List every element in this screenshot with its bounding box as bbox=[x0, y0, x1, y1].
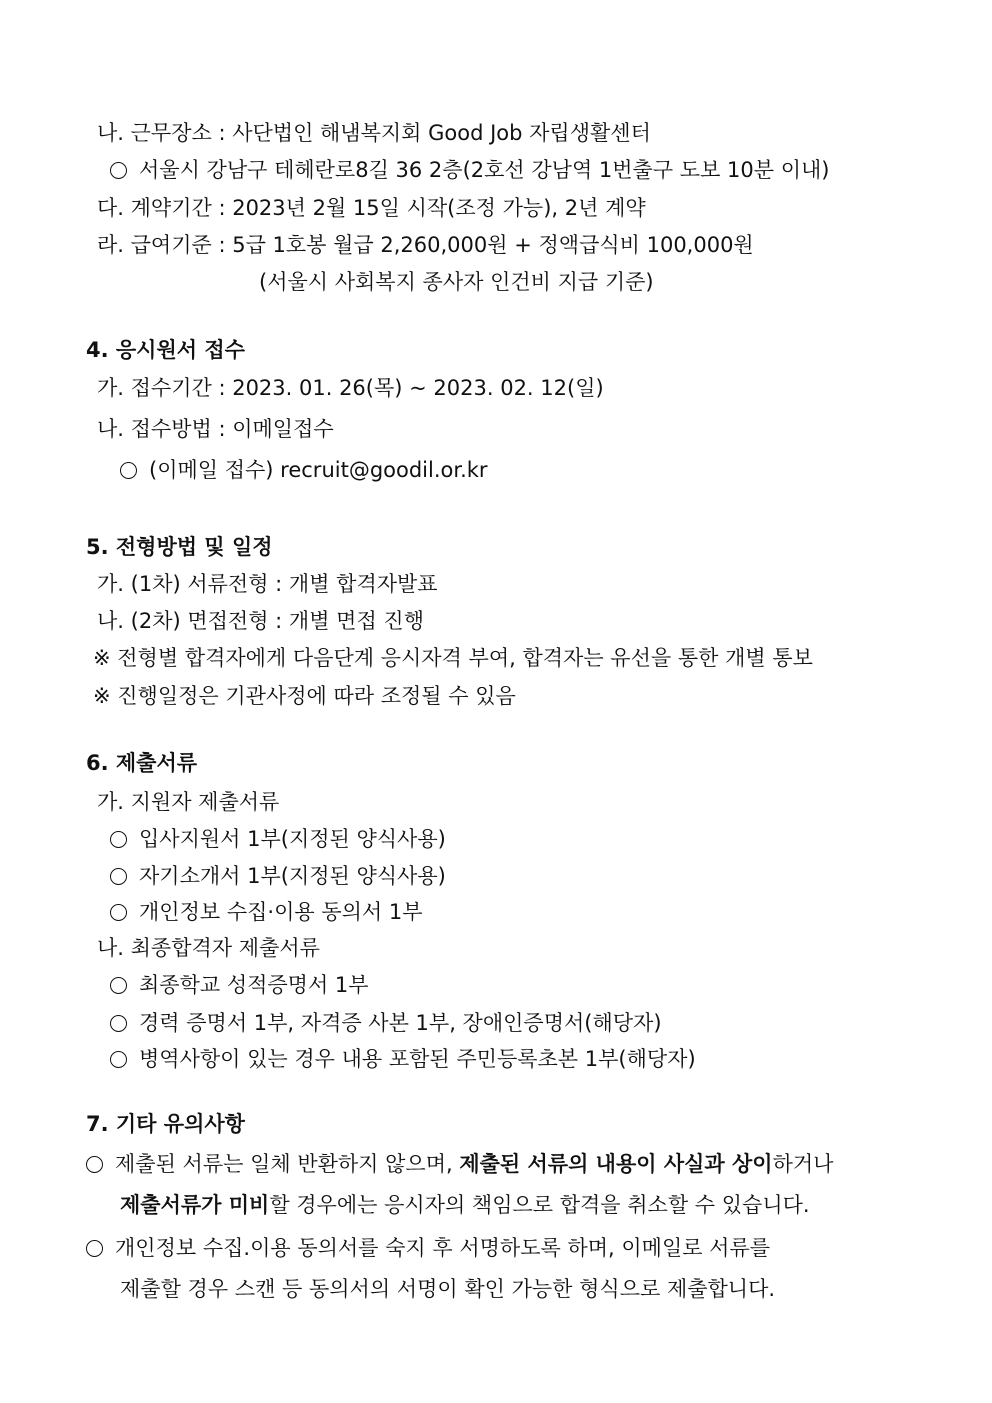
notice-item-2-line-1: 개인정보 수집.이용 동의서를 숙지 후 서명하도록 하며, 이메일로 서류를 bbox=[86, 1234, 770, 1262]
note-1: ※ 전형별 합격자에게 다음단계 응시자격 부여, 합격자는 유선을 통한 개별 통보 bbox=[93, 646, 813, 670]
note-2: ※ 진행일정은 기관사정에 따라 조정될 수 있음 bbox=[93, 684, 516, 708]
applicant-docs-title: 가. 지원자 제출서류 bbox=[97, 790, 280, 814]
circle-bullet-icon bbox=[110, 831, 127, 848]
list-item: 개인정보 수집·이용 동의서 1부 bbox=[110, 898, 423, 926]
circle-bullet-icon bbox=[86, 1240, 103, 1257]
workplace-line: 나. 근무장소 : 사단법인 해냄복지회 Good Job 자립생활센터 bbox=[97, 121, 651, 145]
circle-bullet-icon bbox=[110, 1051, 127, 1068]
circle-bullet-icon bbox=[110, 868, 127, 885]
circle-bullet-icon bbox=[86, 1156, 103, 1173]
salary-line: 라. 급여기준 : 5급 1호봉 월급 2,260,000원 + 정액급식비 100,000원 bbox=[97, 233, 754, 257]
final-docs-title: 나. 최종합격자 제출서류 bbox=[97, 936, 320, 960]
contract-line: 다. 계약기간 : 2023년 2월 15일 시작(조정 가능), 2년 계약 bbox=[97, 196, 646, 220]
section-5-heading: 5. 전형방법 및 일정 bbox=[86, 535, 273, 559]
step-1: 가. (1차) 서류전형 : 개별 합격자발표 bbox=[97, 572, 438, 596]
circle-bullet-icon bbox=[110, 162, 127, 179]
section-7-heading: 7. 기타 유의사항 bbox=[86, 1112, 245, 1136]
list-item: 자기소개서 1부(지정된 양식사용) bbox=[110, 862, 446, 890]
section-6-heading: 6. 제출서류 bbox=[86, 751, 198, 775]
circle-bullet-icon bbox=[110, 977, 127, 994]
list-item: 경력 증명서 1부, 자격증 사본 1부, 장애인증명서(해당자) bbox=[110, 1009, 662, 1037]
application-period: 가. 접수기간 : 2023. 01. 26(목) ~ 2023. 02. 12(일) bbox=[97, 376, 604, 400]
circle-bullet-icon bbox=[110, 1015, 127, 1032]
notice-item-2-line-2: 제출할 경우 스캔 등 동의서의 서명이 확인 가능한 형식으로 제출합니다. bbox=[120, 1277, 776, 1301]
step-2: 나. (2차) 면접전형 : 개별 면접 진행 bbox=[97, 609, 424, 633]
email-line: (이메일 접수) recruit@goodil.or.kr bbox=[120, 456, 488, 484]
list-item: 병역사항이 있는 경우 내용 포함된 주민등록초본 1부(해당자) bbox=[110, 1045, 696, 1073]
notice-item-1-line-1: 제출된 서류는 일체 반환하지 않으며, 제출된 서류의 내용이 사실과 상이하거나 bbox=[86, 1150, 833, 1178]
salary-note: (서울시 사회복지 종사자 인건비 지급 기준) bbox=[259, 270, 654, 294]
list-item: 최종학교 성적증명서 1부 bbox=[110, 971, 369, 999]
section-4-heading: 4. 응시원서 접수 bbox=[86, 338, 245, 362]
circle-bullet-icon bbox=[120, 462, 137, 479]
address-line: 서울시 강남구 테헤란로8길 36 2층(2호선 강남역 1번출구 도보 10분 이내) bbox=[110, 156, 830, 184]
circle-bullet-icon bbox=[110, 904, 127, 921]
notice-item-1-line-2: 제출서류가 미비할 경우에는 응시자의 책임으로 합격을 취소할 수 있습니다. bbox=[120, 1193, 810, 1217]
list-item: 입사지원서 1부(지정된 양식사용) bbox=[110, 825, 446, 853]
application-method: 나. 접수방법 : 이메일접수 bbox=[97, 417, 334, 441]
